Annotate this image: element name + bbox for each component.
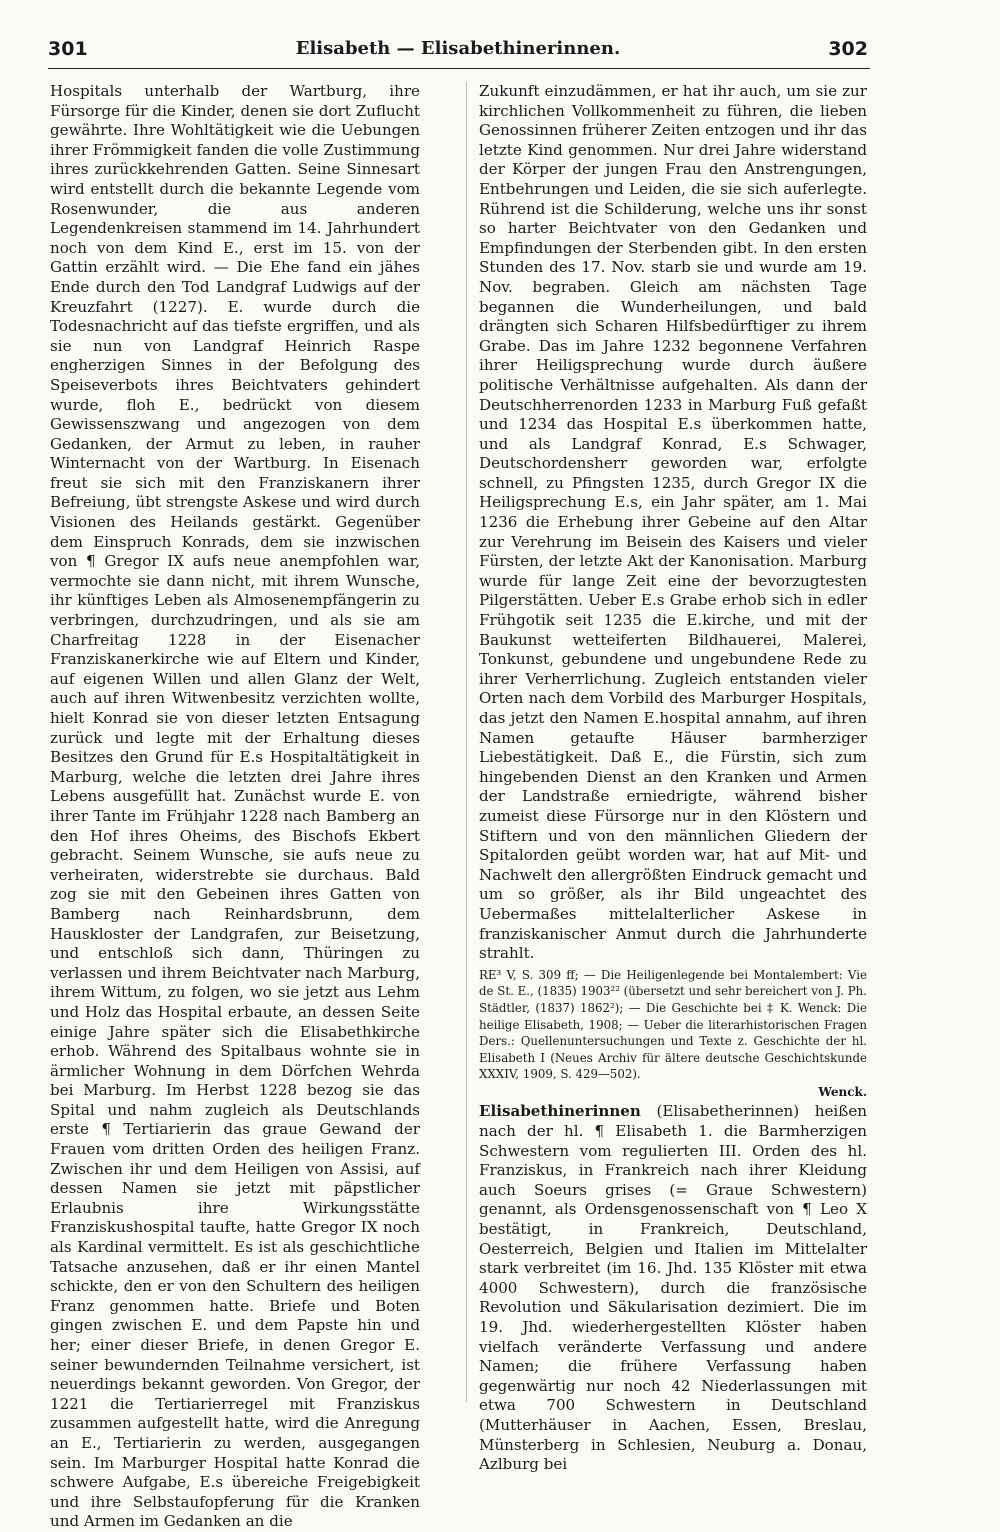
entry-paragraph — [479, 1102, 867, 1474]
right-column — [479, 82, 867, 1475]
left-column-text: Hospitals unterhalb der Wartburg, ihre Fürsorge für die Kinder, denen sie dort Zuflucht gewährte. Ihre Wohltätigkeit wie die Uebungen ihrer Frömmigkeit fanden die volle Zustimmung ihres zurückkehrenden Gatten. Seine Sinnesart wird entstellt durch die bekannte Legende vom Rosenwunder, die aus anderen Legendenkreisen stammend im 14. Jahrhundert noch von dem Kind E., erst im 15. von der Gattin erzählt wird. — Die Ehe fand ein jähes Ende durch den Tod Landgraf Ludwigs auf der Kreuzfahrt (1227). E. wurde durch die Todesnachricht auf das tiefste ergriffen, und als sie nun von Landgraf Heinrich Raspe engherzigen Sinnes in der Befolgung des Speiseverbots ihres Beichtvaters gehindert wurde, floh E., bedrückt von diesem Gewissenszwang und angezogen von dem Gedanken, der Armut zu leben, in rauher Winternacht von der Wartburg. In Eisenach freut sie sich mit den Franziskanern ihrer Befreiung, übt strengste Askese und wird durch Visionen des Heilands gestärkt. Gegenüber dem Einspruch Konrads, dem sie inzwischen von ¶ Gregor IX aufs neue anempfohlen war, vermochte sie dann nicht, mit ihrem Wunsche, ihr künftiges Leben als Almosenempfängerin zu verbringen, durchzudringen, und als sie am Charfreitag 1228 in der Eisenacher Franziskanerkirche wie auf Eltern und Kinder, auf eigenen Willen und allen Glanz der Welt, auch auf ihren Witwenbesitz verzichten wollte, hielt Konrad sie von dieser letzten Entsagung zurück und legte mit der Erhaltung dieses Besitzes den Grund für E.s Hospitaltätigkeit in Marburg, welche die letzten drei Jahre ihres Lebens ausgefüllt hat. Zunächst wurde E. von ihrer Tante im Frühjahr 1228 nach Bamberg an den Hof ihres Oheims, des Bischofs Ekbert gebracht. Seinem Wunsche, sie aufs neue zu verheiraten, widerstrebte sie durchaus. Bald zog sie mit den Gebeinen ihres Gatten von Bamberg nach Reinhardsbrunn, dem Hauskloster der Landgrafen, zur Beisetzung, und entschloß sich dann, Thüringen zu verlassen und ihrem Beichtvater nach Marburg, ihrem Wittum, zu folgen, wo sie jetzt aus Lehm und Holz das Hospital erbaute, an dessen Seite einige Jahre später sich die Elisabethkirche erhob. Während des Spitalbaus wohnte sie in ärmlicher Wohnung in dem Dörfchen Wehrda bei Marburg. Im Herbst 1228 bezog sie das Spital und nahm zugleich als Deutschlands erste ¶ Tertiarierin das graue Gewand der Frauen vom dritten Orden des heiligen Franz. Zwischen ihr und dem Heiligen von Assisi, auf dessen Namen sie jetzt mit päpstlicher Erlaubnis ihre Wirkungsstätte Franziskushospital taufte, hatte Gregor IX noch als Kardinal vermittelt. Es ist als geschichtliche Tatsache anzusehen, daß er ihr einen Mantel schickte, den er von den Schultern des heiligen Franz genommen hatte. Briefe und Boten gingen zwischen E. und dem Papste hin und her; einer dieser Briefe, in denen Gregor E. seiner bewundernden Teilnahme versichert, ist neuerdings bekannt geworden. Von Gregor, der 1221 die Tertiarierregel mit Franziskus zusammen aufgestellt hatte, wird die Anregung an E., Tertiarierin zu werden, ausgegangen sein. Im Marburger Hospital hatte Konrad die schwere Aufgabe, E.s übereiche Freigebigkeit und ihre Selbstaufopferung für die Kranken und Armen im Gedanken an die — [50, 82, 420, 1531]
running-title: Elisabeth — Elisabethinerinnen. — [295, 38, 621, 59]
running-header — [48, 38, 868, 68]
column-divider — [466, 82, 467, 1402]
entry-text: (Elisabetherinnen) heißen nach der hl. ¶ Elisabeth 1. die Barmherzigen Schwestern vom regulierten III. Orden des hl. Franziskus, in Frankreich nach ihrer Kleidung auch Soeurs grises (= Graue Schwestern) genannt, als Ordensgenossenschaft von ¶ Leo X bestätigt, in Frankreich, Deutschland, Oesterreich, Belgien und Italien im Mittelalter stark verbreitet (im 16. Jhd. 135 Klöster mit etwa 4000 Schwestern), durch die französische Revolution und Säkularisation dezimiert. Die im 19. Jhd. wiederhergestellten Klöster haben vielfach veränderte Verfassung und andere Namen; die frühere Verfassung haben gegenwärtig nur noch 42 Niederlassungen mit etwa 700 Schwestern in Deutschland (Mutterhäuser in Aachen, Essen, Breslau, Münsterberg in Schlesien, Neuburg a. Donau, Azlburg bei — [479, 1102, 867, 1474]
right-column-text: Zukunft einzudämmen, er hat ihr auch, um sie zur kirchlichen Vollkommenheit zu führen, die lieben Genossinnen früherer Zeiten entzogen und ihr das letzte Kind genommen. Nur drei Jahre widerstand der Körper der jungen Frau den Anstrengungen, Entbehrungen und Leiden, die sie sich auferlegte. Rührend ist die Schilderung, welche uns ihr sonst so harter Beichtvater von den Gedanken und Empfindungen der Sterbenden gibt. In den ersten Stunden des 17. Nov. starb sie und wurde am 19. Nov. begraben. Gleich am nächsten Tage begannen die Wunderheilungen, und bald drängten sich Scharen Hilfsbedürftiger zu ihrem Grabe. Das im Jahre 1232 begonnene Verfahren ihrer Heiligsprechung wurde durch äußere politische Verhältnisse aufgehalten. Als dann der Deutschherrenorden 1233 in Marburg Fuß gefaßt und 1234 das Hospital E.s überkommen hatte, und als Landgraf Konrad, E.s Schwager, Deutschordensherr geworden war, erfolgte schnell, zu Pfingsten 1235, durch Gregor IX die Heiligsprechung E.s, ein Jahr später, am 1. Mai 1236 die Erhebung ihrer Gebeine auf den Altar zur Verehrung im Beisein des Kaisers und vieler Fürsten, der letzte Akt der Kanonisation. Marburg wurde für lange Zeit eine der bevorzugtesten Pilgerstätten. Ueber E.s Grabe erhob sich in edler Frühgotik seit 1235 die E.kirche, und mit der Baukunst wetteiferten Bildhauerei, Malerei, Tonkunst, gebundene und ungebundene Rede zu ihrer Verherrlichung. Zugleich entstanden vieler Orten nach dem Vorbild des Marburger Hospitals, das jetzt den Namen E.hospital annahm, auf ihren Namen getaufte Häuser barmherziger Liebestätigkeit. Daß E., die Fürstin, sich zum hingebenden Dienst an den Kranken und Armen der Landstraße erniedrigte, während bisher zumeist diese Fürsorge nur in den Klöstern und Stiftern und von den männlichen Gliedern der Spitalorden geübt worden war, hat auf Mit- und Nachwelt den allergrößten Eindruck gemacht und um so größer, als ihr Bild ungeachtet des Uebermaßes mittelalterlicher Askese in franziskanischer Anmut durch die Jahrhunderte strahlt. — [479, 82, 867, 963]
left-column — [50, 82, 420, 1532]
header-rule — [48, 68, 870, 69]
page-number-right: 302 — [828, 38, 868, 60]
author-signature: Wenck. — [818, 1084, 867, 1099]
entry-headword: Elisabethinerinnen — [479, 1102, 641, 1121]
page-number-left: 301 — [48, 38, 88, 60]
bibliography: RE³ V, S. 309 ff; — Die Heiligenlegende bei Montalembert: Vie de St. E., (1835) 1903²² (übersetzt und sehr bereichert von J. Ph. Städtler, (1837) 1862²); — Die Geschichte bei ‡ K. Wenck: Die heilige Elisabeth, 1908; — Ueber die literarhistorischen Fragen Ders.: Quellenuntersuchungen und Texte z. Geschichte der hl. Elisabeth I (Neues Archiv für ältere deutsche Geschichtskunde XXXIV, 1909, S. 429—502). — [479, 967, 868, 1082]
